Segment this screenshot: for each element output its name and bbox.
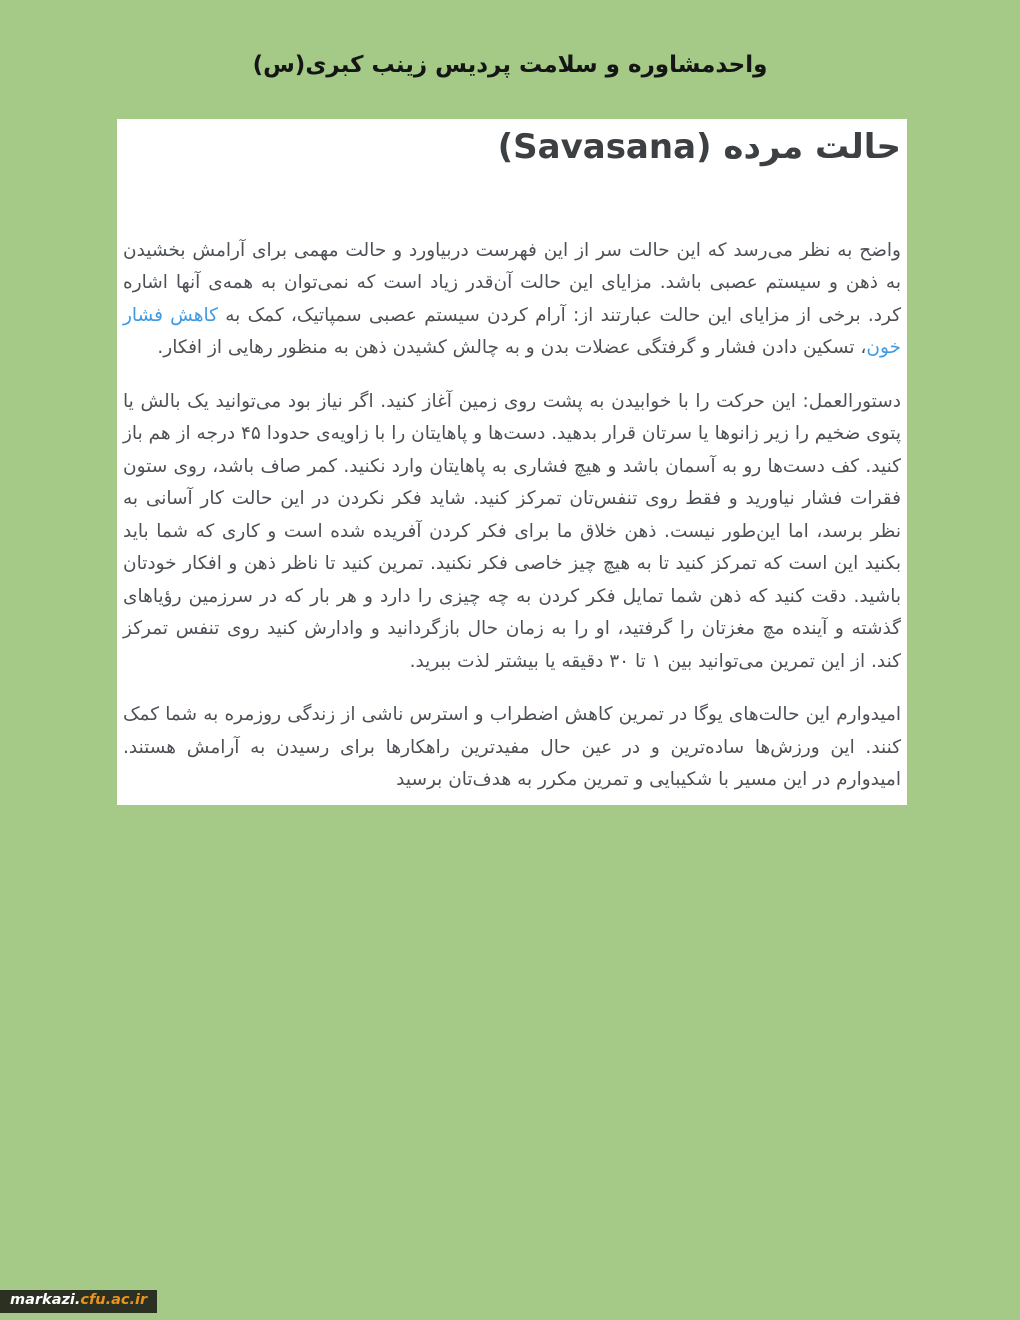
paragraph-benefits: [123, 235, 901, 365]
article-body: [123, 235, 901, 797]
watermark-domain: cfu.ac.ir: [80, 1292, 148, 1308]
content-card: [117, 119, 907, 805]
unit-header-title: واحدمشاوره و سلامت پردیس زینب کبری(س): [252, 52, 768, 78]
paragraph-benefits-text-before: واضح به نظر می‌رسد که این حالت سر از این فهرست دربیاورد و حالت مهمی برای آرامش بخشیدن به ذهن و سیستم عصبی باشد. مزایای این حالت آن‌قدر زیاد است که نمی‌توان به همه‌ی آنها اشاره کرد. برخی از مزایای این حالت عبارتند از: آرام کردن سیستم عصبی سمپاتیک، کمک به: [123, 239, 902, 326]
watermark-site-name: markazi.: [10, 1292, 81, 1308]
paragraph-closing: امیدوارم این حالت‌های یوگا در تمرین کاهش اضطراب و استرس ناشی از زندگی روزمره به شما کمک کنند. این ورزش‌ها ساده‌ترین و در عین حال مفیدترین راهکارها برای رسیدن به آرامش هستند. امیدوارم در این مسیر با شکیبایی و تمرین مکرر به هدف‌تان برسید: [123, 704, 901, 791]
paragraph-instructions: دستورالعمل: این حرکت را با خوابیدن به پشت روی زمین آغاز کنید. اگر نیاز بود می‌توانید یک بالش یا پتوی ضخیم را زیر زانوها یا سرتان قرار بدهید. دست‌ها و پاهایتان را با زاویه‌ی حدودا ۴۵ درجه از هم باز کنید. کف دست‌ها رو به آسمان باشد و هیچ فشاری به پاهایتان وارد نکنید. کمر صاف باشد، روی ستون فقرات فشار نیاورید و فقط روی تنفس‌تان تمرکز کنید. شاید فکر نکردن در این حالت کار آسانی به نظر برسد، اما این‌طور نیست. ذهن خلاق ما برای فکر کردن آفریده شده است و کاری که شما باید بکنید این است که تمرکز کنید تا به هیچ چیز خاصی فکر نکنید. تمرین کنید تا ناظر ذهن و افکار خودتان باشید. دقت کنید که ذهن شما تمایل فکر کردن به چه چیزی را دارد و هر بار که در سرزمین رؤیاهای گذشته و آینده مچ مغزتان را گرفتید، او را به زمان حال بازگردانید و وادارش کنید روی تنفس تمرکز کند. از این تمرین می‌توانید بین ۱ تا ۳۰ دقیقه یا بیشتر لذت ببرید.: [123, 390, 901, 672]
article-title: حالت مرده (Savasana): [497, 127, 901, 167]
blood-pressure-link[interactable]: کاهش فشار خون: [123, 304, 901, 359]
site-watermark: [0, 1290, 157, 1313]
paragraph-benefits-text-after: ، تسکین دادن فشار و گرفتگی عضلات بدن و به چالش کشیدن ذهن به منظور رهایی از افکار.: [157, 337, 867, 359]
